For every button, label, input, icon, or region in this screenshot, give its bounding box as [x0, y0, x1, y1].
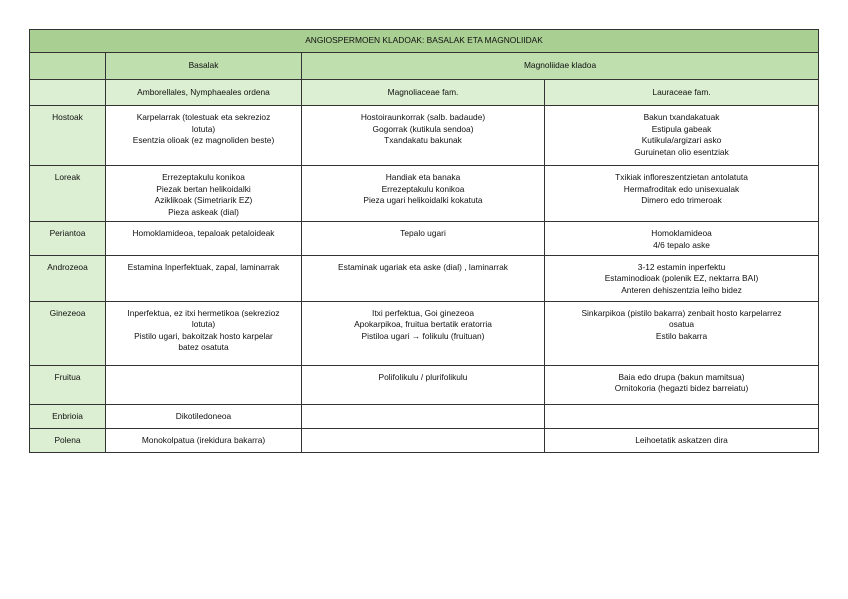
cell-lauraceae: [545, 365, 819, 404]
cell-line: Kutikula/argizari asko: [641, 135, 722, 146]
cell-basalak: [106, 255, 302, 301]
cell-line: Pistilo ugari, bakoitzak hosto karpelar: [134, 330, 273, 341]
table-row: [30, 428, 819, 452]
corner-cell: [30, 53, 106, 80]
cell-basalak: [106, 365, 302, 404]
header-basalak: Basalak: [106, 53, 302, 80]
cell-basalak: [106, 166, 302, 222]
cell-basalak: [106, 222, 302, 255]
cell-basalak: [106, 301, 302, 365]
cell-line: Hostoiraunkorrak (salb. badaude): [360, 112, 486, 122]
cell-line: Baia edo drupa (bakun mamitsua): [618, 371, 745, 382]
cell-line: Txandakatu bakunak: [384, 135, 462, 146]
cell-line: Monokolpatua (irekidura bakarra): [141, 434, 266, 445]
subheader-lauraceae: Lauraceae fam.: [545, 80, 819, 106]
cell-line: lotuta): [191, 319, 216, 330]
cell-line: Pieza ugari helikoidalki kokatuta: [363, 195, 483, 206]
row-label: Periantoa: [30, 222, 106, 255]
cell-line: Aziklikoak (Simetriarik EZ): [154, 195, 253, 206]
cell-magnoliaceae: [302, 428, 545, 452]
cell-magnoliaceae: [302, 222, 545, 255]
cell-line: osatua: [668, 319, 695, 330]
cell-line: Gogorrak (kutikula sendoa): [372, 123, 474, 134]
cell-line: Bakun txandakatuak: [643, 112, 720, 122]
cell-line: Esentzia olioak (ez magnoliden beste): [132, 135, 275, 146]
table-row: [30, 301, 819, 365]
cell-line: Pieza askeak (dial): [168, 206, 239, 217]
cell-line: Pistiloa ugari → folikulu (fruituan): [361, 330, 485, 341]
cell-line: Leihoetatik askatzen dira: [635, 434, 728, 445]
cell-lauraceae: [545, 428, 819, 452]
subheader-basalak: Amborellales, Nymphaeales ordena: [106, 80, 302, 106]
table-title: ANGIOSPERMOEN KLADOAK: BASALAK ETA MAGNOLIIDAK: [30, 30, 819, 53]
table-row: [30, 365, 819, 404]
cell-basalak: [106, 404, 302, 428]
cell-lauraceae: [545, 222, 819, 255]
cell-line: Inperfektua, ez itxi hermetikoa (sekrezioz: [127, 307, 280, 318]
cell-line: Errezeptakulu konikoa: [381, 183, 465, 194]
cell-magnoliaceae: [302, 255, 545, 301]
cell-line: Sinkarpikoa (pistilo bakarra) zenbait hosto karpelarrez: [581, 307, 782, 318]
cell-line: Hermafroditak edo unisexualak: [623, 183, 740, 194]
cell-line: 4/6 tepalo aske: [653, 239, 710, 250]
cell-line: Estilo bakarra: [655, 330, 708, 341]
subheader-magnoliaceae: Magnoliaceae fam.: [302, 80, 545, 106]
cell-lauraceae: [545, 106, 819, 166]
cell-basalak: [106, 106, 302, 166]
cell-basalak: [106, 428, 302, 452]
table-row: [30, 222, 819, 255]
row-label: Enbrioia: [30, 404, 106, 428]
clade-comparison-table: [29, 29, 819, 453]
cell-line: Apokarpikoa, fruitua bertatik eratorria: [354, 319, 492, 330]
row-label: Loreak: [30, 166, 106, 222]
cell-line: 3-12 estamin inperfektu: [637, 261, 726, 272]
cell-line: Dimero edo trimeroak: [641, 195, 722, 206]
cell-magnoliaceae: [302, 106, 545, 166]
cell-line: Guruinetan olio esentziak: [634, 146, 729, 157]
cell-lauraceae: [545, 166, 819, 222]
cell-line: Estaminodioak (polenik EZ, nektarra BAI): [604, 273, 759, 284]
cell-line: Itxi perfektua, Goi ginezeoa: [372, 307, 474, 318]
cell-magnoliaceae: [302, 166, 545, 222]
cell-line: batez osatuta: [178, 342, 229, 353]
cell-line: Homoklamideoa, tepaloak petaloideak: [132, 228, 275, 239]
row-label: Hostoak: [30, 106, 106, 166]
cell-line: Anteren dehiszentzia leiho bidez: [621, 284, 742, 295]
cell-line: Piezak bertan helikoidalki: [156, 183, 251, 194]
table-row: [30, 166, 819, 222]
table-row: [30, 106, 819, 166]
cell-line: Txikiak infloreszentzietan antolatuta: [615, 172, 748, 182]
cell-lauraceae: [545, 255, 819, 301]
corner-cell: [30, 80, 106, 106]
cell-line: lotuta): [191, 123, 216, 134]
cell-line: Handiak eta banaka: [385, 172, 461, 182]
row-label: Fruitua: [30, 365, 106, 404]
row-label: Androzeoa: [30, 255, 106, 301]
cell-lauraceae: [545, 404, 819, 428]
cell-line: Estamina Inperfektuak, zapal, laminarrak: [127, 261, 280, 272]
cell-line: Estaminak ugariak eta aske (dial) , laminarrak: [338, 261, 508, 272]
cell-line: Karpelarrak (tolestuak eta sekrezioz: [136, 112, 271, 122]
cell-magnoliaceae: [302, 301, 545, 365]
table-row: [30, 255, 819, 301]
cell-line: Dikotiledoneoa: [175, 410, 232, 421]
cell-line: Tepalo ugari: [400, 228, 446, 239]
row-label: Ginezeoa: [30, 301, 106, 365]
title-row: [30, 30, 819, 53]
cell-magnoliaceae: [302, 404, 545, 428]
cell-line: Homoklamideoa: [651, 228, 712, 239]
subheader-row: [30, 80, 819, 106]
cell-magnoliaceae: [302, 365, 545, 404]
cell-line: Ornitokoria (hegazti bidez barreiatu): [614, 383, 749, 394]
cell-line: Polifolikulu / plurifolikulu: [378, 371, 468, 382]
cell-line: Errezeptakulu konikoa: [162, 172, 245, 182]
header-magnoliidae: Magnoliidae kladoa: [302, 53, 819, 80]
table-row: [30, 404, 819, 428]
cell-lauraceae: [545, 301, 819, 365]
row-label: Polena: [30, 428, 106, 452]
cell-line: Estipula gabeak: [651, 123, 712, 134]
header-row: [30, 53, 819, 80]
